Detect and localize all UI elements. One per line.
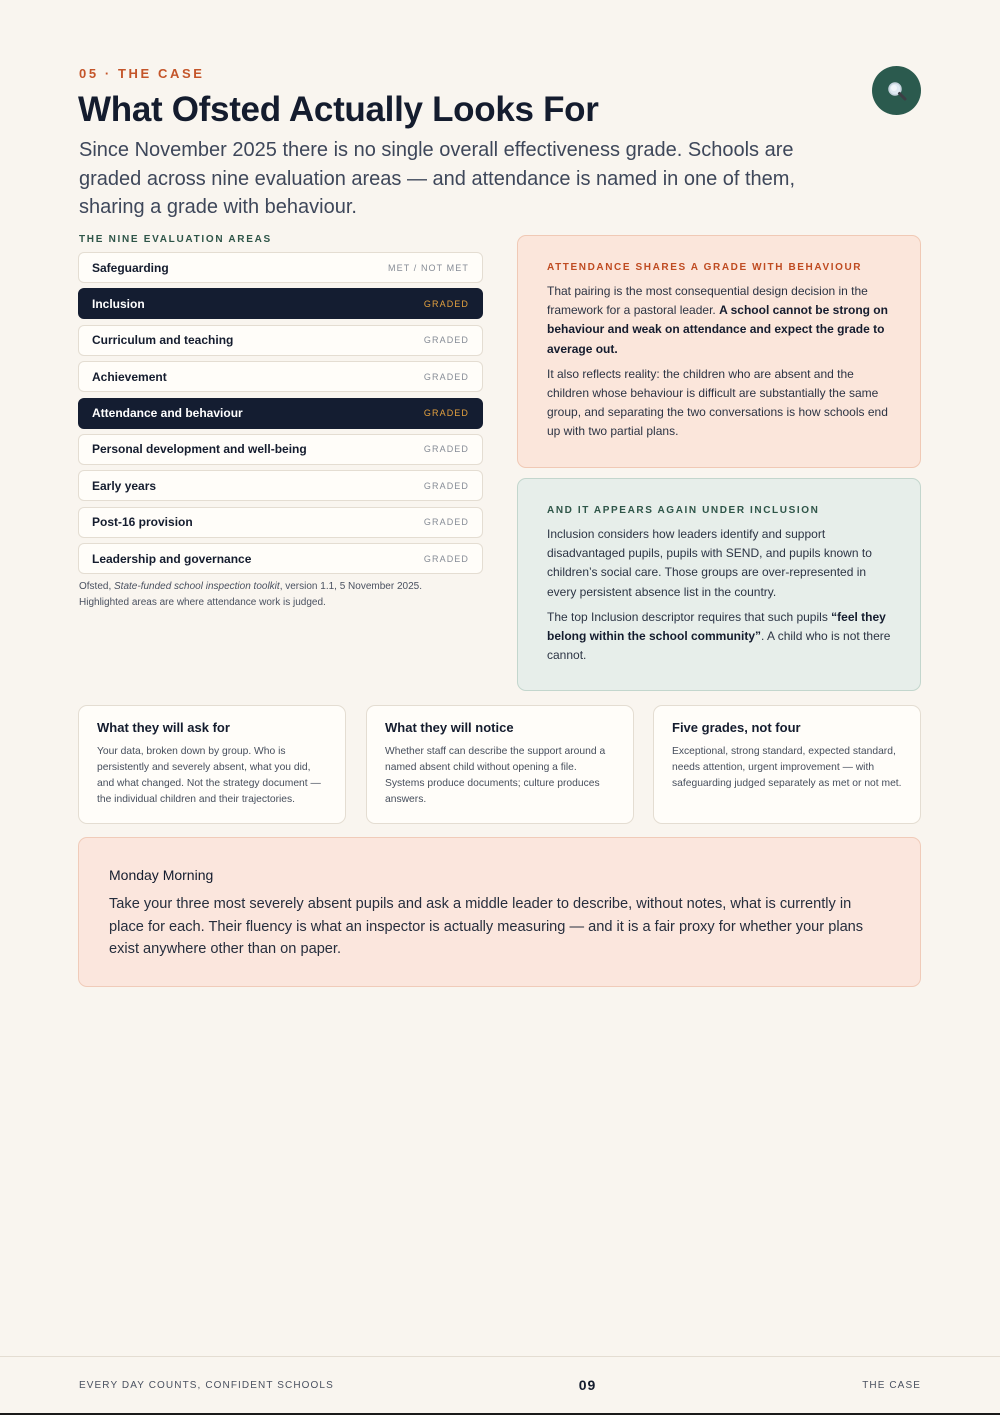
card-title: What they will notice <box>385 720 514 735</box>
paragraph-text: That pairing is the most consequential design decision in the framework for a pastoral leader. <box>547 284 868 318</box>
area-status: GRADED <box>423 517 469 528</box>
highlight-note: Highlighted areas are where attendance work is judged. <box>79 596 326 608</box>
paragraph-text: . A child who is not there cannot. <box>547 629 891 663</box>
card-heading: AND IT APPEARS AGAIN UNDER INCLUSION <box>547 505 820 516</box>
source-prefix: Ofsted, <box>79 581 115 592</box>
area-status: GRADED <box>423 408 469 419</box>
area-achievement <box>78 361 483 392</box>
source-suffix: , version 1.1, 5 November 2025. <box>279 581 422 592</box>
card-paragraph <box>547 282 891 359</box>
area-status: MET / NOT MET <box>388 262 469 273</box>
footer-section: THE CASE <box>862 1380 921 1391</box>
intro-text: Since November 2025 there is no single overall effectiveness grade. Schools are graded across nine evaluation areas — and attendance is named in one of them, sharing a grade with behaviour. <box>79 139 796 218</box>
five-grades-card <box>653 705 921 824</box>
card-title: Five grades, not four <box>672 720 801 735</box>
area-post-16-provision <box>78 507 483 538</box>
search-button[interactable] <box>872 66 921 115</box>
area-status: GRADED <box>423 444 469 455</box>
shared-grade-card <box>517 235 921 468</box>
paragraph-emphasis: “feel they belong within the school community” <box>547 609 886 644</box>
area-attendance-and-behaviour <box>78 398 483 429</box>
area-status: GRADED <box>423 480 469 491</box>
monday-morning-callout <box>78 837 921 987</box>
inclusion-card <box>517 478 921 691</box>
card-paragraph: Inclusion considers how leaders identify and support disadvantaged pupils, pupils with SEND, and pupils known to children’s social care. Those groups are over-represented in every persistent absence list in the country. <box>547 527 872 599</box>
areas-label: THE NINE EVALUATION AREAS <box>79 234 272 245</box>
area-name: Curriculum and teaching <box>92 333 234 348</box>
card-body: Whether staff can describe the support around a named absent child without opening a file. Systems produce documents; culture produces answers. <box>385 746 606 805</box>
area-name: Post-16 provision <box>92 515 193 530</box>
evaluation-areas-list <box>78 252 483 580</box>
area-name: Safeguarding <box>92 260 169 275</box>
paragraph-emphasis: A school cannot be strong on behaviour and weak on attendance and expect the grade to average out. <box>547 303 888 356</box>
card-body: Your data, broken down by group. Who is persistently and severely absent, what you did, and what changed. Not the strategy document — the individual children and their trajectories. <box>97 746 321 805</box>
area-name: Attendance and behaviour <box>92 406 243 421</box>
callout-body: Take your three most severely absent pupils and ask a middle leader to describe, without notes, what is currently in place for each. Their fluency is what an inspector is actually measuring — and it is a fair proxy for whether your plans exist anywhere other than on paper. <box>109 896 864 958</box>
footer-divider <box>0 1356 1000 1357</box>
ask-for-card <box>78 705 346 824</box>
area-name: Personal development and well-being <box>92 442 307 457</box>
area-status: GRADED <box>423 298 469 309</box>
page-title: What Ofsted Actually Looks For <box>78 90 599 129</box>
area-personal-development <box>78 434 483 465</box>
card-paragraph <box>547 608 891 666</box>
area-name: Leadership and governance <box>92 551 252 566</box>
source-title: State-funded school inspection toolkit <box>114 581 280 592</box>
area-status: GRADED <box>423 335 469 346</box>
page-number: 09 <box>578 1377 597 1393</box>
area-name: Inclusion <box>92 296 145 311</box>
area-curriculum-and-teaching <box>78 325 483 356</box>
search-icon <box>886 80 908 102</box>
callout-title: Monday Morning <box>109 867 214 883</box>
area-safeguarding <box>78 252 483 283</box>
area-name: Achievement <box>92 369 167 384</box>
area-status: GRADED <box>423 371 469 382</box>
area-status: GRADED <box>423 553 469 564</box>
source-note <box>79 579 499 610</box>
card-paragraph: It also reflects reality: the children who are absent and the children whose behaviour is difficult are substantially the same group, and separating the two conversations is how schools end up with two partial plans. <box>547 366 888 439</box>
footer-publication: EVERY DAY COUNTS, CONFIDENT SCHOOLS <box>79 1380 334 1391</box>
notice-card <box>366 705 634 824</box>
card-title: What they will ask for <box>97 720 230 735</box>
area-leadership-and-governance <box>78 543 483 574</box>
area-early-years <box>78 470 483 501</box>
card-heading: ATTENDANCE SHARES A GRADE WITH BEHAVIOUR <box>547 262 863 273</box>
paragraph-text: The top Inclusion descriptor requires that such pupils <box>547 609 832 624</box>
area-inclusion <box>78 288 483 319</box>
section-eyebrow: 05 · THE CASE <box>79 66 205 81</box>
card-body: Exceptional, strong standard, expected standard, needs attention, urgent improvement — with safeguarding judged separately as met or not met. <box>672 746 902 789</box>
area-name: Early years <box>92 478 157 493</box>
